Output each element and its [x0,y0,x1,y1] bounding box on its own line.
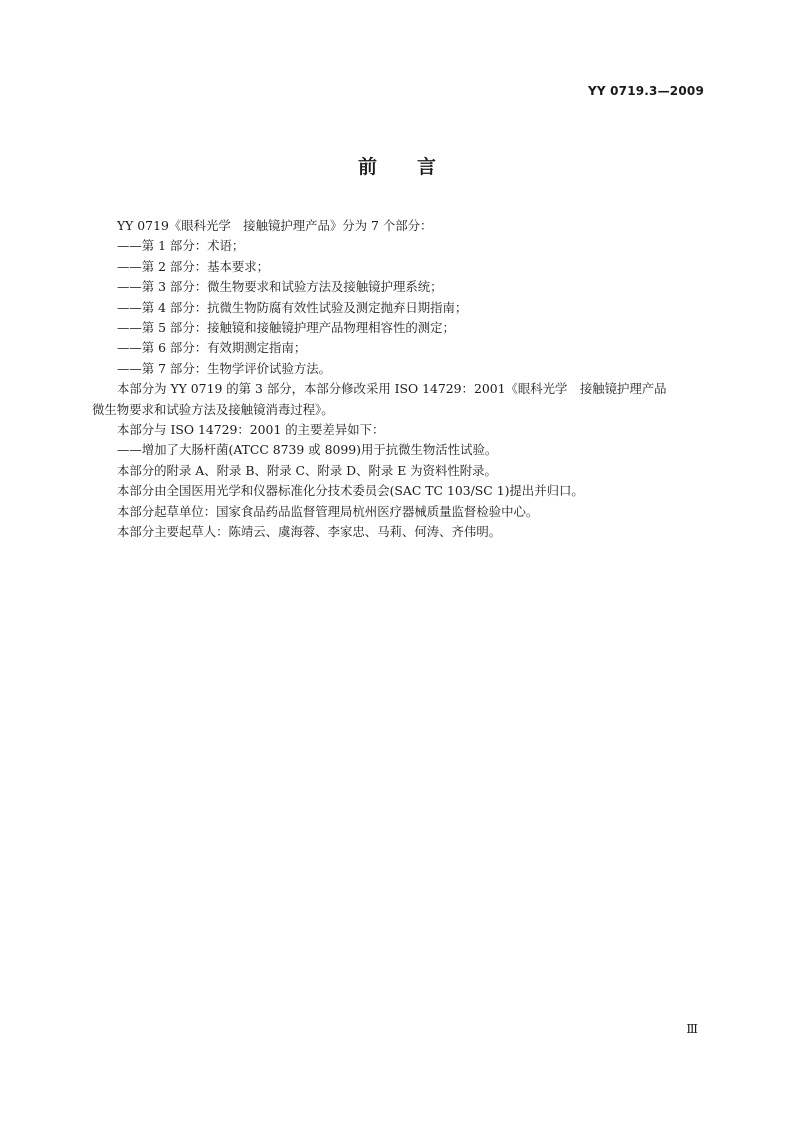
page-number: Ⅲ [686,1022,698,1036]
list-item-part-5: ——第 5 部分：接触镜和接触镜护理产品物理相容性的测定； [117,320,455,336]
page-title-char-1: 前 [357,156,377,178]
paragraph-drafting-unit: 本部分起草单位：国家食品药品监督管理局杭州医疗器械质量监督检验中心。 [117,503,539,519]
foreword-body [92,216,702,543]
list-item-part-6: ——第 6 部分：有效期测定指南； [117,340,307,356]
page-title-char-2: 言 [417,156,437,178]
paragraph-differences-intro: 本部分与 ISO 14729：2001 的主要差异如下： [117,422,385,438]
standard-code: YY 0719.3—2009 [587,84,704,98]
list-item-part-2: ——第 2 部分：基本要求； [117,258,270,274]
adoption-line-1: 本部分为 YY 0719 的第 3 部分，本部分修改采用 ISO 14729：2001《眼科光学 接触镜护理产品 [117,381,667,397]
list-item-part-7: ——第 7 部分：生物学评价试验方法。 [117,360,332,376]
paragraph-intro: YY 0719《眼科光学 接触镜护理产品》分为 7 个部分： [117,218,433,233]
paragraph-drafters: 本部分主要起草人：陈靖云、虞海蓉、李家忠、马莉、何涛、齐伟明。 [117,524,502,540]
list-item-part-4: ——第 4 部分：抗微生物防腐有效性试验及测定抛弃日期指南； [117,299,468,315]
list-item-difference-1: ——增加了大肠杆菌(ATCC 8739 或 8099)用于抗微生物活性试验。 [117,442,498,458]
list-item-part-1: ——第 1 部分：术语； [117,238,245,254]
paragraph-proposed-by: 本部分由全国医用光学和仪器标准化分技术委员会(SAC TC 103/SC 1)提出并归口。 [117,483,584,499]
paragraph-adoption [92,379,702,420]
list-item-part-3: ——第 3 部分：微生物要求和试验方法及接触镜护理系统； [117,279,443,295]
paragraph-annexes: 本部分的附录 A、附录 B、附录 C、附录 D、附录 E 为资料性附录。 [117,462,497,478]
adoption-line-2: 微生物要求和试验方法及接触镜消毒过程》。 [92,401,334,417]
page-title [0,152,794,179]
